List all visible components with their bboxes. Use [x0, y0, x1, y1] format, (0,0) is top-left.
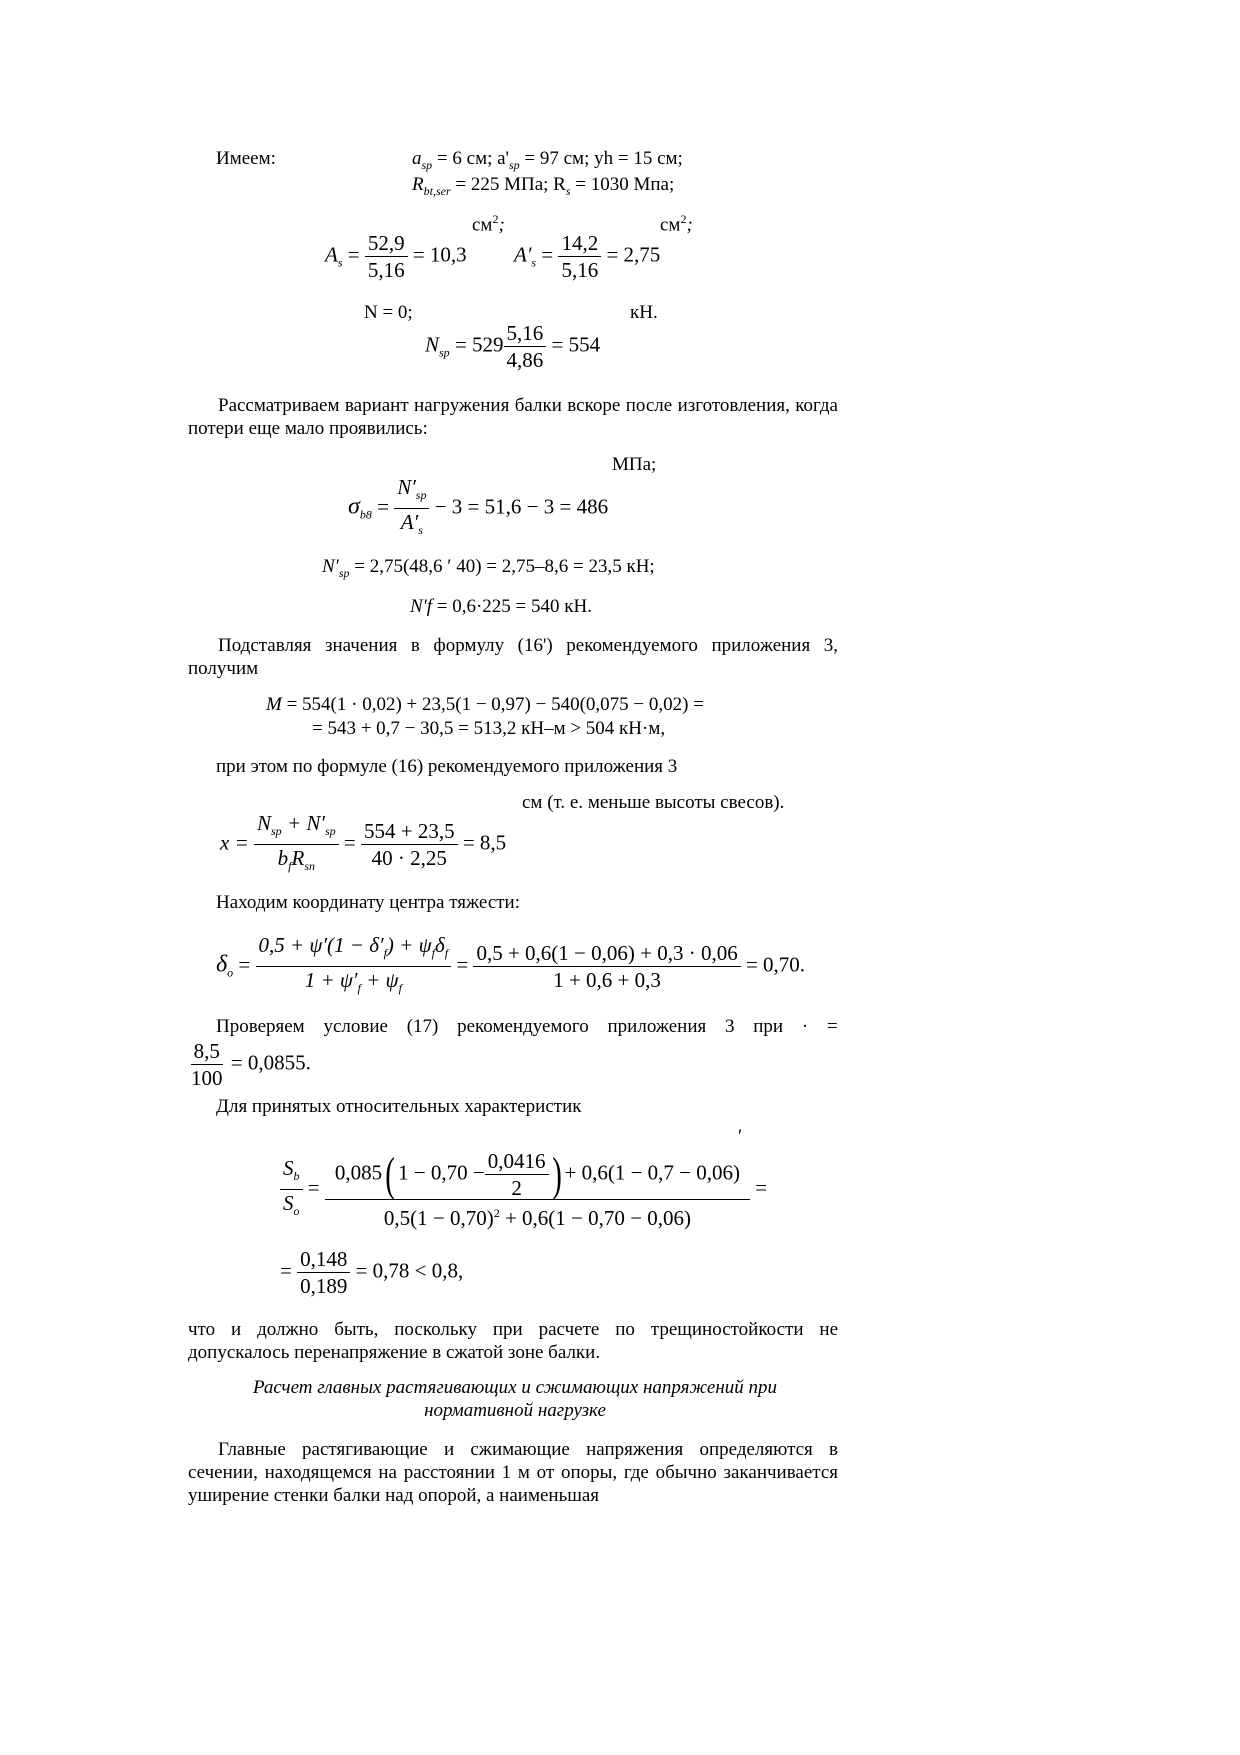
paragraph-7: что и должно быть, поскольку при расчете по трещиностойкости не допускалось перенапряжение в сжатой зоне балки. [188, 1319, 838, 1363]
equation-sigma: $\sigma_{b8}$ = $\frac{N'_{sp}}{A'_s}$ − 3 = 51,6 − 3 = 486 [348, 475, 609, 538]
unit-kn: кН. [630, 302, 658, 323]
equation-M-line2: = 543 + 0,7 − 30,5 = 513,2 кН–м > 504 кН·м, [312, 718, 666, 739]
equation-Nsp-prime: $N'_{sp} = 2,75(48,6$ ′ 40) = 2,75–8,6 = 23,5 кН; [322, 556, 655, 580]
equation-check: $\frac{8,5}{100}$ = 0,0855. [191, 1039, 311, 1090]
equation-S-result: = $\frac{0,148}{0,189}$ = 0,78 < 0,8, [280, 1247, 464, 1298]
prime-mark: ′ [738, 1126, 743, 1147]
note-x: см (т. е. меньше высоты свесов). [522, 792, 785, 813]
unit-cm2-b: $см^2$; [660, 212, 693, 236]
equation-x: x = $\frac{N_{sp} + N'_{sp}}{b_fR_{sn}}$ = $\frac{554 + 23,5}{40 \cdot 2,25}$ = 8,5 [220, 811, 507, 874]
paragraph-2: Подставляя значения в формулу (16') рекомендуемого приложения 3, получим [188, 635, 838, 679]
paragraph-5: Проверяем условие (17) рекомендуемого приложения 3 при · = [216, 1016, 838, 1037]
section-heading: Расчет главных растягивающих и сжимающих напряжений при нормативной нагрузке [252, 1377, 778, 1421]
paragraph-4: Находим координату центра тяжести: [216, 892, 520, 913]
params-line-1: $a_{sp} = 6$ см; $a'_{sp} = 97$ см; yh = 15 см; [412, 148, 683, 172]
equation-As-prime: $A'_s$ = $\frac{14,2}{5,16}$ = 2,75 [514, 231, 661, 282]
n-zero: N = 0; [364, 302, 413, 323]
paragraph-6: Для принятых относительных характеристик [216, 1096, 582, 1117]
equation-As: $A_s$ = $\frac{52,9}{5,16}$ = 10,3 [325, 231, 467, 282]
unit-cm2-a: $см^2$; [472, 212, 505, 236]
equation-Nsp: $N_{sp} = 529$ $\frac{5,16}{4,86}$ = 554 [425, 321, 601, 372]
unit-mpa: МПа; [612, 454, 657, 475]
paragraph-8: Главные растягивающие и сжимающие напряжения определяются в сечении, находящемся на расстоянии 1 м от опоры, где обычно заканчивается уширение стенки балки над опорой, а наименьшая [188, 1439, 838, 1506]
equation-M-line1: M = 554(1 · 0,02) + 23,5(1 − 0,97) − 540(0,075 − 0,02) = [266, 694, 704, 715]
paragraph-1: Рассматриваем вариант нагружения балки вскоре после изготовления, когда потери еще мало проявились: [188, 395, 838, 439]
label-have: Имеем: [216, 148, 276, 169]
equation-Nf: N'f = 0,6·225 = 540 кН. [410, 596, 592, 617]
params-line-2: $R_{bt,ser} = 225$ МПа; $R_s = 1030$ Мпа; [412, 174, 675, 198]
paragraph-3: при этом по формуле (16) рекомендуемого приложения 3 [216, 756, 678, 777]
equation-delta: $\delta_o$ = $\frac{0,5 + \psi'(1 - \delta'_f) + \psi_f\delta_f}{1 + \psi'_f + \psi_f}$ = $\frac{0,5 + 0,6(1 - 0,06) + 0,3 \cdot 0,06}{1 + 0,6 + 0,3}$ = 0,70. [216, 933, 806, 996]
equation-S: $\frac{S_b}{S_o}$ = 0,085( 1 − 0,70 − $\frac{0,0416}{2}$ ) + 0,6(1 − 0,7 − 0,06) $0,5(1 - 0,70)^2 + 0,6(1 - 0,70 - 0,06)$ = [280, 1150, 767, 1229]
